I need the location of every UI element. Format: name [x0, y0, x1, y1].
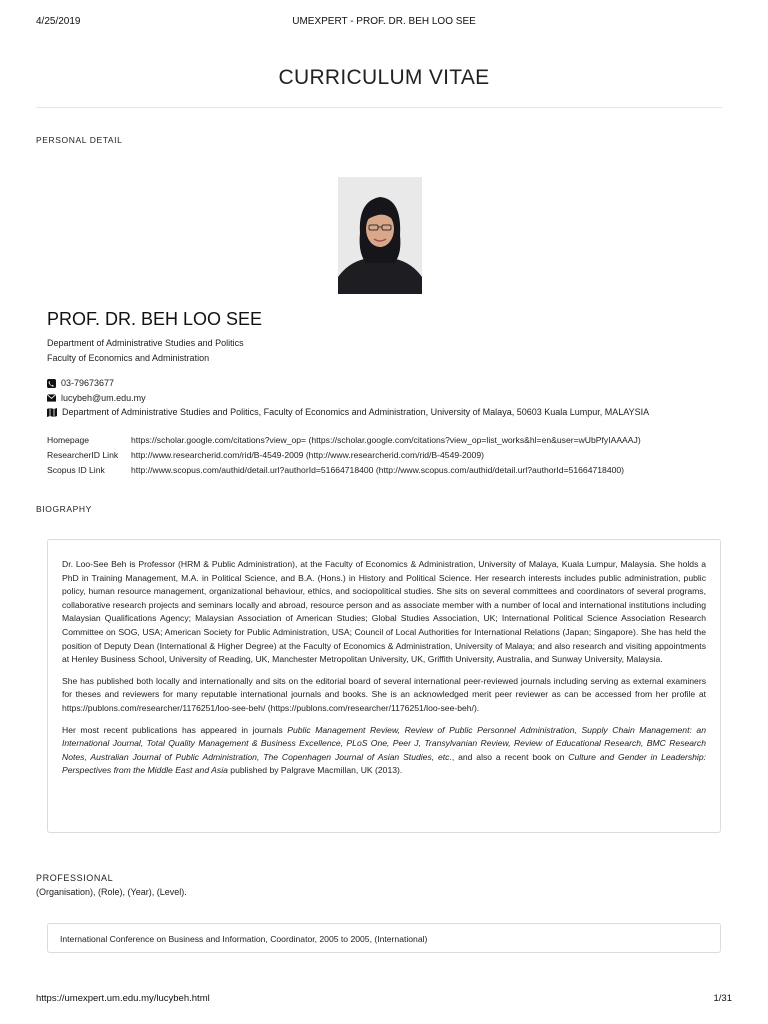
phone-number: 03-79673677	[61, 378, 115, 388]
link-row-homepage	[47, 435, 641, 445]
contact-address	[47, 407, 649, 417]
title-divider	[36, 107, 722, 108]
page-url: https://umexpert.um.edu.my/lucybeh.html	[36, 993, 210, 1004]
profile-department: Department of Administrative Studies and Politics	[47, 338, 244, 348]
contact-email	[47, 393, 146, 403]
bio-text: published by Palgrave Macmillan, UK (2013).	[227, 765, 403, 776]
print-header	[36, 16, 732, 30]
book-title: Culture and Gender in Leadership: Perspectives from the Middle East and Asia	[62, 751, 707, 776]
link-row-scopus	[47, 465, 624, 475]
profile-faculty: Faculty of Economics and Administration	[47, 353, 210, 363]
phone-icon	[47, 379, 56, 388]
link-label: Homepage	[47, 435, 90, 445]
biography-paragraph	[62, 724, 706, 778]
homepage-link[interactable]: https://scholar.google.com/citations?view_op= (https://scholar.google.com/citations?view_op=list_works&hl=en&user=wUbPfyIAAAAJ)	[131, 435, 641, 445]
bio-text: Her most recent publications has appeared in journals	[62, 724, 288, 735]
biography-panel	[47, 539, 721, 833]
print-footer	[36, 993, 732, 1004]
link-label: Scopus ID Link	[47, 465, 105, 475]
contact-phone	[47, 378, 114, 388]
envelope-icon	[47, 394, 56, 402]
biography-paragraph: She has published both locally and internationally and sits on the editorial board of several international peer-reviewed journals including serving as external examiners for theses and reviewers for many reputable international journals and books. She is an acknowledged merit peer reviewer as can be accessed from her profile at https://publons.com/researcher/1176251/loo-see-beh/ (https://publons.com/researcher/1176251/loo-see-beh/).	[62, 675, 706, 713]
document-title: CURRICULUM VITAE	[278, 66, 490, 89]
professional-entry-text: International Conference on Business and Information, Coordinator, 2005 to 2005, (International)	[60, 934, 428, 944]
professional-entry	[47, 923, 721, 953]
section-label-personal: PERSONAL DETAIL	[36, 135, 123, 145]
professional-format-hint: (Organisation), (Role), (Year), (Level).	[36, 887, 187, 897]
print-page-title: UMEXPERT - PROF. DR. BEH LOO SEE	[292, 16, 476, 27]
postal-address: Department of Administrative Studies and Politics, Faculty of Economics and Administration, University of Malaya, 50603 Kuala Lumpur, MALAYSIA	[62, 407, 650, 417]
print-date: 4/25/2019	[36, 16, 81, 27]
section-label-biography: BIOGRAPHY	[36, 504, 92, 514]
link-row-researcherid	[47, 450, 484, 460]
researcherid-link[interactable]: http://www.researcherid.com/rid/B-4549-2009 (http://www.researcherid.com/rid/B-4549-2009)	[131, 450, 484, 460]
scopus-link[interactable]: http://www.scopus.com/authid/detail.url?authorId=51664718400 (http://www.scopus.com/authid/detail.url?authorId=51664718400)	[131, 465, 625, 475]
link-label: ResearcherID Link	[47, 450, 119, 460]
page-number: 1/31	[713, 993, 732, 1004]
section-label-professional: PROFESSIONAL	[36, 873, 114, 883]
biography-paragraph: Dr. Loo-See Beh is Professor (HRM & Public Administration), at the Faculty of Economics & Administration, University of Malaya, Kuala Lumpur, Malaysia. She holds a PhD in Training Management, M.A. in Political Science, and B.A. (Hons.) in History and Political Science. Her research interests includes public administration, public policy, human resource management, organizational behaviour, ethics, and sociopolitical studies. She sits on several committees and coordinators of several programs, collaborative research projects and seminars locally and abroad, resource person and as associate member with a number of local and international institutions including Malaysian Qualifications Agency; Malaysian Association of American Studies; Global Studies Association, UK; International Political Science Association Research Committee on SOG, USA; American Society for Public Administration, USA; Council of Local Authorities for International Relations (Japan; Singapore). She has held the position of Deputy Dean (International & Higher Degree) at the Faculty of Economics & Administration, University of Malaya; and also research and visiting appointments at Henley Business School, University of Reading, UK, Manchester Metropolitan University, UK, Griffith University, Australia, and Sunway University, Malaysia.	[62, 559, 706, 665]
journal-list: Public Management Review, Review of Public Personnel Administration, Supply Chain Management: an International Journal, Total Quality Management & Business Excellence, PLoS One, Peer J, Transylvanian Review, Review of Educational Research, BMC Research Notes, Australian Journal of Public Administration, The Copenhagen Journal of Asian Studies, etc.	[62, 724, 706, 762]
bio-text: , and also a recent book on	[451, 751, 569, 762]
email-address: lucybeh@um.edu.my	[61, 393, 146, 403]
profile-photo	[338, 177, 422, 294]
map-icon	[47, 408, 57, 417]
profile-name: PROF. DR. BEH LOO SEE	[47, 309, 263, 329]
